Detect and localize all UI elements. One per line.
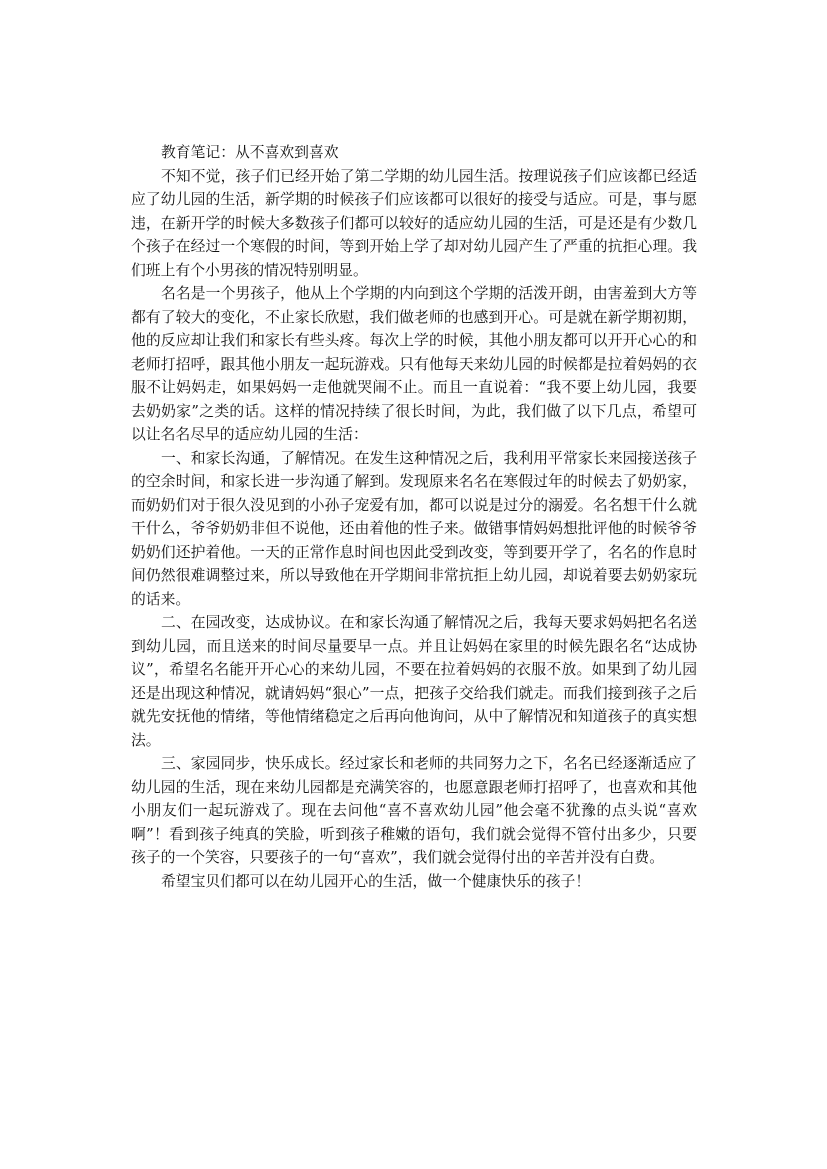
paragraph-step-three: 三、家园同步，快乐成长。经过家长和老师的共同努力之下，名名已经逐渐适应了幼儿园的生活，现在来幼儿园都是充满笑容的，也愿意跟老师打招呼了，也喜欢和其他小朋友们一起玩游戏了。现在去问他“喜不喜欢幼儿园”他会毫不犹豫的点头说“喜欢啊”！看到孩子纯真的笑脸，听到孩子稚嫩的语句，我们就会觉得不管付出多少，只要孩子的一个笑容，只要孩子的一句“喜欢”，我们就会觉得付出的辛苦并没有白费。: [131, 755, 697, 866]
document-title: 教育笔记：从不喜欢到喜欢: [161, 144, 339, 161]
paragraph-step-one: 一、和家长沟通，了解情况。在发生这种情况之后，我利用平常家长来园接送孩子的空余时间，和家长进一步沟通了解到。发现原来名名在寒假过年的时候去了奶奶家，而奶奶们对于很久没见到的小孙子宠爱有加，都可以说是过分的溺爱。名名想干什么就干什么，爷爷奶奶非但不说他，还由着他的性子来。做错事情妈妈想批评他的时候爷爷奶奶们还护着他。一天的正常作息时间也因此受到改变，等到要开学了，名名的作息时间仍然很难调整过来，所以导致他在开学期间非常抗拒上幼儿园，却说着要去奶奶家玩的话来。: [131, 449, 697, 608]
paragraph-background: 名名是一个男孩子，他从上个学期的内向到这个学期的活泼开朗，由害羞到大方等都有了较大的变化，不止家长欣慰，我们做老师的也感到开心。可是就在新学期初期，他的反应却让我们和家长有些头疼。每次上学的时候，其他小朋友都可以开开心心的和老师打招呼，跟其他小朋友一起玩游戏。只有他每天来幼儿园的时候都是拉着妈妈的衣服不让妈妈走，如果妈妈一走他就哭闹不止。而且一直说着：“我不要上幼儿园，我要去奶奶家”之类的话。这样的情况持续了很长时间，为此，我们做了以下几点，希望可以让名名尽早的适应幼儿园的生活：: [131, 285, 697, 443]
paragraph-intro: 不知不觉，孩子们已经开始了第二学期的幼儿园生活。按理说孩子们应该都已经适应了幼儿园的生活，新学期的时候孩子们应该都可以很好的接受与适应。可是，事与愿违，在新开学的时候大多数孩子们都可以较好的适应幼儿园的生活，可是还是有少数几个孩子在经过一个寒假的时间，等到开始上学了却对幼儿园产生了严重的抗拒心理。我们班上有个小男孩的情况特别明显。: [131, 167, 697, 279]
document-body: [131, 141, 697, 893]
paragraph-closing: 希望宝贝们都可以在幼儿园开心的生活，做一个健康快乐的孩子！: [161, 872, 591, 890]
paragraph-step-two: 二、在园改变，达成协议。在和家长沟通了解情况之后，我每天要求妈妈把名名送到幼儿园，而且送来的时间尽量要早一点。并且让妈妈在家里的时候先跟名名“达成协议”，希望名名能开开心心的来幼儿园，不要在拉着妈妈的衣服不放。如果到了幼儿园还是出现这种情况，就请妈妈“狠心”一点，把孩子交给我们就走。而我们接到孩子之后就先安抚他的情绪，等他情绪稳定之后再向他询问，从中了解情况和知道孩子的真实想法。: [131, 614, 697, 749]
